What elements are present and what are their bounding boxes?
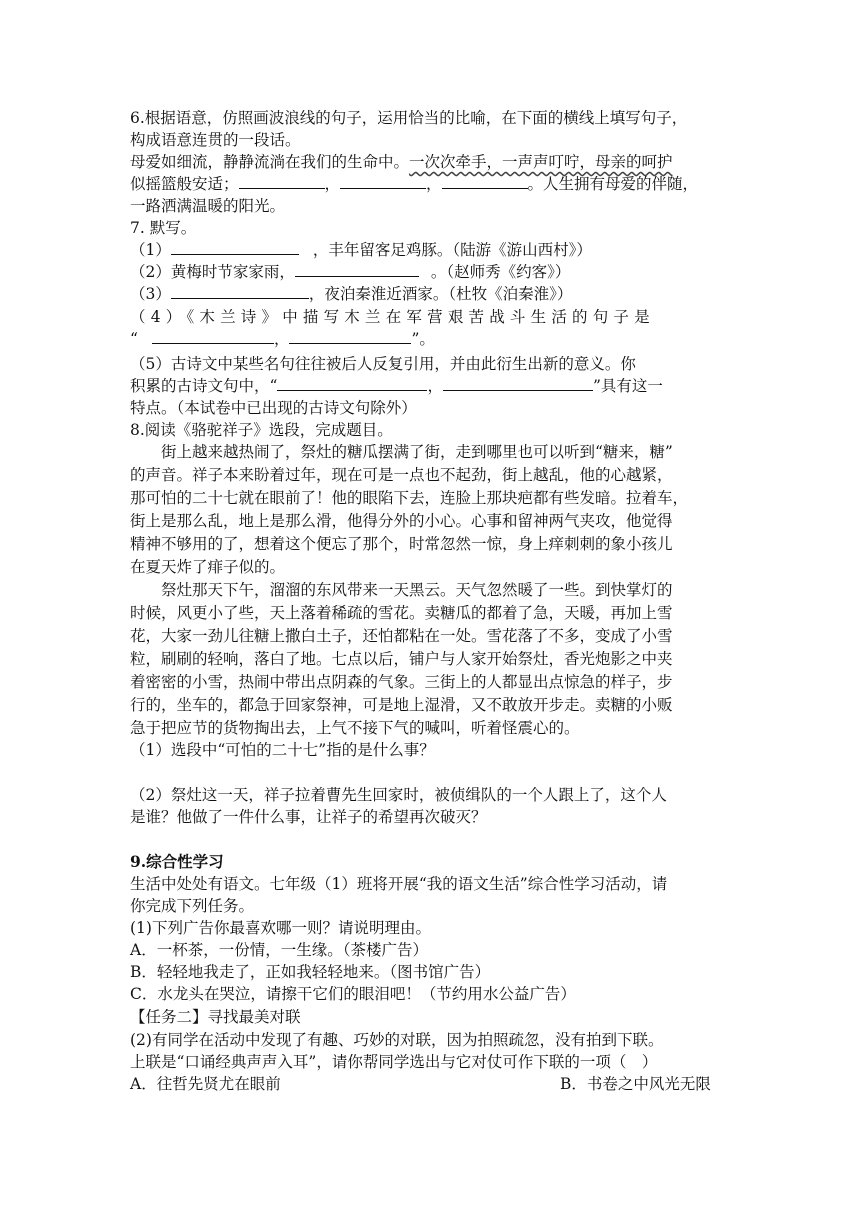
q7-i4-comma: ， (273, 330, 290, 348)
passage-p1-line: 那可怕的二十七就在眼前了！他的眼陷下去，连脸上那块疤都有些发暗。拉着车， (130, 489, 689, 507)
passage-p2-line: 祭灶那天下午，溜溜的东风带来一天黑云。天气忽然暖了一些。到快掌灯的 (161, 581, 673, 599)
passage-p2-line: 急于把应节的货物掏出去，上气不接下气的喊叫，听着怪震心的。 (130, 719, 580, 737)
q7-item-4-line-2 (130, 328, 730, 350)
q6-blank-3[interactable] (442, 174, 528, 189)
q8-title: 8.阅读《骆驼祥子》选段，完成题目。 (130, 421, 393, 439)
passage-p1-line: 精神不够用的了，想着这个便忘了那个，时常忽然一惊，身上痒刺刺的象小孩儿 (130, 535, 673, 553)
passage-p2-line: 行的，坐车的，都急于回家祭神，可是地上湿滑，又不敢放开步走。卖糖的小贩 (130, 696, 673, 714)
q9-task2-heading: 【任务二】寻找最美对联 (130, 1008, 301, 1026)
q9-task2-line-1: (2)有同学在活动中发现了有趣、巧妙的对联，因为拍照疏忽，没有拍到下联。 (130, 1031, 664, 1049)
q7-i4-blank-1[interactable] (152, 329, 274, 344)
q6-line-5: 一路洒满温暖的阳光。 (130, 197, 286, 215)
q7-item-5-line-1: （5）古诗文中某些名句往往被后人反复引用，并由此衍生出新的意义。你 (130, 355, 636, 373)
q6-line-2: 构成语意连贯的一段话。 (130, 131, 301, 149)
q7-i4-blank-2[interactable] (289, 329, 411, 344)
q7-i5-text: 积累的古诗文句中，“ (130, 377, 278, 395)
q6-line-3 (130, 151, 730, 173)
q8-subquestion-2-line-1: （2）祭灶这一天，祥子拉着曹先生回家时，被侦缉队的一个人跟上了，这个人 (130, 786, 667, 804)
q7-i3-blank[interactable] (171, 284, 309, 299)
q7-item-1 (130, 239, 730, 261)
q6-comma: ， (324, 175, 341, 193)
q6-blank-1[interactable] (239, 174, 325, 189)
q9-option-a: A．一杯茶，一份情，一生缘。（茶楼广告） (130, 941, 428, 959)
q7-item-4-line-1: （4）《木兰诗》中描写木兰在军营艰苦战斗生活的句子是 (130, 308, 655, 326)
q9-intro-line-2: 你完成下列任务。 (130, 897, 255, 915)
q6-wavy-sentence: 一次次牵手，一声声叮咛，母亲的呵护 (409, 153, 673, 171)
q9-task1-question: (1)下列广告你最喜欢哪一则？请说明理由。 (130, 919, 431, 937)
q6-sample-intro: 母爱如细流，静静流淌在我们的生命中。 (130, 153, 410, 171)
q7-i2-blank[interactable] (295, 262, 419, 277)
q7-i2-source: 。（赵师秀《约客》） (430, 263, 571, 281)
q6-line4-text: 似摇篮般安适； (130, 175, 239, 193)
passage-p1-line: 街上是那么乱，地上是那么滑，他得分外的小心。心事和留神两气夹攻，他觉得 (130, 512, 673, 530)
q7-item-3 (130, 283, 730, 305)
q9-intro-line-1: 生活中处处有语文。七年级（1）班将开展“我的语文生活”综合性学习活动，请 (130, 875, 668, 893)
q7-i4-close-quote: ”。 (411, 330, 435, 348)
q7-title: 7. 默写。 (130, 219, 197, 237)
q6-comma: ， (426, 175, 442, 193)
q8-subquestion-2-line-2: 是谁？他做了一件什么事，让祥子的希望再次破灭？ (130, 808, 487, 826)
q6-line-4 (130, 173, 730, 195)
q7-i5-end: ”具有这一 (592, 377, 663, 395)
q8-subquestion-1: （1）选段中“可怕的二十七”指的是什么事？ (130, 741, 435, 759)
q9-option-b: B．轻轻地我走了，正如我轻轻地来。（图书馆广告） (130, 963, 491, 981)
passage-p2-line: 粒，刷刷的轻响，落白了地。七点以后，铺户与人家开始祭灶，香光炮影之中夹 (130, 650, 673, 668)
q7-item-5-line-3: 特点。（本试卷中已出现的古诗文句除外） (130, 399, 417, 417)
q7-i1-text: ，丰年留客足鸡豚。（陆游《游山西村》） (312, 241, 592, 259)
q7-item-5-line-2 (130, 375, 730, 397)
q9-task2-line-2: 上联是“口诵经典声声入耳”，请你帮同学选出与它对仗可作下联的一项（ ） (130, 1053, 658, 1071)
passage-p2-line: 时候，风更小了些，天上落着稀疏的雪花。卖糖瓜的都着了急，天暖，再加上雪 (130, 604, 673, 622)
passage-p2-line: 着密密的小雪，热闹中带出点阴森的气象。三街上的人都显出点惊急的样子，步 (130, 673, 673, 691)
q7-i5-blank-2[interactable] (443, 376, 593, 391)
q9-task2-option-a: A．往哲先贤尤在眼前 (130, 1075, 281, 1093)
q9-task2-option-b: B．书卷之中风光无限 (560, 1075, 711, 1093)
q9-option-c: C．水龙头在哭泣，请擦干它们的眼泪吧！（节约用水公益广告） (130, 985, 576, 1003)
q7-i1-num: （1） (130, 241, 171, 259)
q6-blank-2[interactable] (340, 174, 426, 189)
passage-p1-line: 在夏天炸了痱子似的。 (130, 558, 286, 576)
q6-line4-end: 。人生拥有母爱的伴随， (527, 175, 699, 193)
passage-p1-line: 街上越来越热闹了，祭灶的糖瓜摆满了街，走到哪里也可以听到“糖来，糖” (161, 443, 673, 461)
q7-i2-text: （2）黄梅时节家家雨， (130, 263, 295, 281)
q9-title: 9.综合性学习 (130, 852, 224, 871)
q7-i5-comma: ， (427, 377, 443, 395)
q7-i3-text: ，夜泊秦淮近酒家。（杜牧《泊秦淮》） (308, 285, 573, 303)
q7-i4-open-quote: “ (130, 330, 138, 348)
q9-task2-options (130, 1073, 730, 1095)
passage-p2-line: 花，大家一劲儿往糖上撒白土子，还怕都粘在一处。雪花落了不多，变成了小雪 (130, 627, 673, 645)
q7-item-2 (130, 261, 730, 283)
q6-line-1: 6.根据语意，仿照画波浪线的句子，运用恰当的比喻，在下面的横线上填写句子， (130, 109, 688, 127)
q7-i5-blank-1[interactable] (277, 376, 427, 391)
q7-i1-blank[interactable] (171, 240, 299, 255)
q7-i3-num: （3） (130, 285, 171, 303)
passage-p1-line: 的声音。祥子本来盼着过年，现在可是一点也不起劲，街上越乱，他的心越紧， (130, 466, 673, 484)
